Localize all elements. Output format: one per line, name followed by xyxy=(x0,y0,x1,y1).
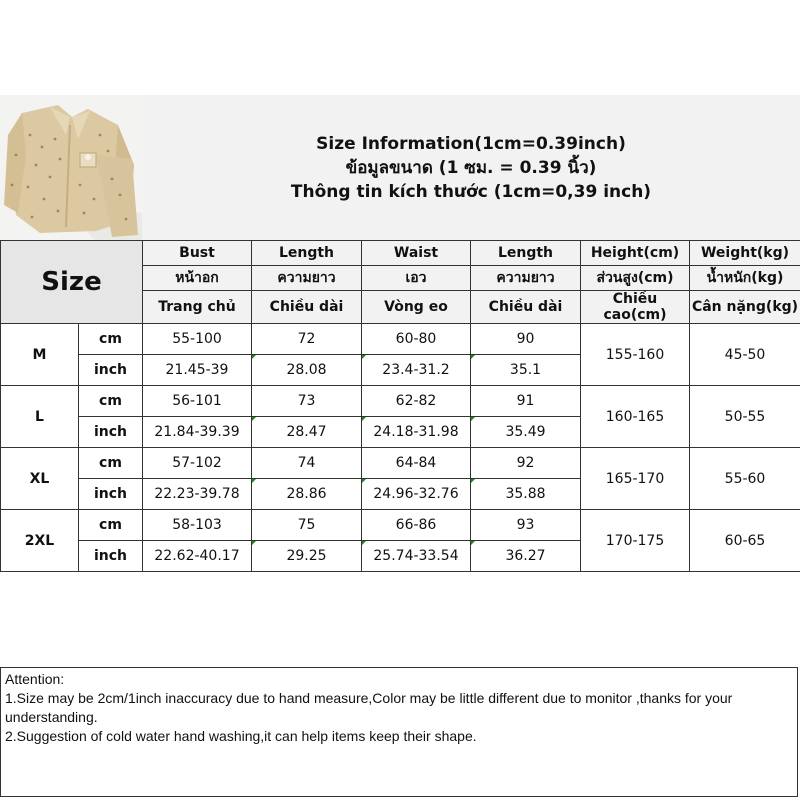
weight-range: 55-60 xyxy=(690,448,800,510)
header-height-thai: ส่วนสูง(cm) xyxy=(581,266,690,291)
header-length-2: Length xyxy=(471,241,581,266)
bust-cm: 57-102 xyxy=(143,448,252,479)
attention-note-1: 1.Size may be 2cm/1inch inaccuracy due to hand measure,Color may be little different due to monitor ,thanks for your understanding. xyxy=(5,690,733,725)
bust-inch: 22.23-39.78 xyxy=(143,479,252,510)
waist-cm: 60-80 xyxy=(362,324,471,355)
height-range: 155-160 xyxy=(581,324,690,386)
length-2-inch: 35.49 xyxy=(471,417,581,448)
header-waist-thai: เอว xyxy=(362,266,471,291)
length-cm: 74 xyxy=(252,448,362,479)
header-height-vi: Chiều cao(cm) xyxy=(581,291,690,324)
size-header: Size xyxy=(1,241,143,324)
length-2-cm: 91 xyxy=(471,386,581,417)
title-thai: ข้อมูลขนาด (1 ซม. = 0.39 นิ้ว) xyxy=(345,157,597,178)
header-height: Height(cm) xyxy=(581,241,690,266)
attention-notes xyxy=(0,667,798,797)
size-name: M xyxy=(1,324,79,386)
header-weight-vi: Cân nặng(kg) xyxy=(690,291,800,324)
header-bust-vi: Trang chủ xyxy=(143,291,252,324)
length-cm: 73 xyxy=(252,386,362,417)
header-bust-thai: หน้าอก xyxy=(143,266,252,291)
header-waist: Waist xyxy=(362,241,471,266)
header-waist-vi: Vòng eo xyxy=(362,291,471,324)
length-2-inch: 36.27 xyxy=(471,541,581,572)
header-weight: Weight(kg) xyxy=(690,241,800,266)
waist-inch: 24.18-31.98 xyxy=(362,417,471,448)
bust-cm: 55-100 xyxy=(143,324,252,355)
pajama-set-image xyxy=(0,95,142,240)
size-info-title xyxy=(142,95,800,241)
waist-cm: 62-82 xyxy=(362,386,471,417)
table-row xyxy=(1,510,800,541)
weight-range: 60-65 xyxy=(690,510,800,572)
size-table xyxy=(0,240,800,572)
weight-range: 50-55 xyxy=(690,386,800,448)
length-cm: 75 xyxy=(252,510,362,541)
length-inch: 28.08 xyxy=(252,355,362,386)
header-length-vi: Chiều dài xyxy=(252,291,362,324)
length-2-cm: 92 xyxy=(471,448,581,479)
unit-label-inch: inch xyxy=(79,417,143,448)
length-cm: 72 xyxy=(252,324,362,355)
table-row xyxy=(1,448,800,479)
waist-inch: 25.74-33.54 xyxy=(362,541,471,572)
header-length-2-thai: ความยาว xyxy=(471,266,581,291)
bust-inch: 21.84-39.39 xyxy=(143,417,252,448)
title-vietnamese: Thông tin kích thước (1cm=0,39 inch) xyxy=(290,181,652,202)
size-name: XL xyxy=(1,448,79,510)
header-length: Length xyxy=(252,241,362,266)
header-length-2-vi: Chiều dài xyxy=(471,291,581,324)
height-range: 165-170 xyxy=(581,448,690,510)
attention-note-2: 2.Suggestion of cold water hand washing,it can help items keep their shape. xyxy=(5,728,477,744)
length-2-cm: 93 xyxy=(471,510,581,541)
table-row xyxy=(1,386,800,417)
table-row xyxy=(1,324,800,355)
attention-heading: Attention: xyxy=(5,671,65,687)
unit-label-inch: inch xyxy=(79,355,143,386)
waist-inch: 24.96-32.76 xyxy=(362,479,471,510)
title-english: Size Information(1cm=0.39inch) xyxy=(316,133,626,154)
waist-cm: 64-84 xyxy=(362,448,471,479)
header-length-thai: ความยาว xyxy=(252,266,362,291)
unit-label-inch: inch xyxy=(79,479,143,510)
bust-inch: 22.62-40.17 xyxy=(143,541,252,572)
height-range: 170-175 xyxy=(581,510,690,572)
waist-cm: 66-86 xyxy=(362,510,471,541)
size-name: 2XL xyxy=(1,510,79,572)
header-bust: Bust xyxy=(143,241,252,266)
length-inch: 28.47 xyxy=(252,417,362,448)
weight-range: 45-50 xyxy=(690,324,800,386)
waist-inch: 23.4-31.2 xyxy=(362,355,471,386)
length-2-cm: 90 xyxy=(471,324,581,355)
length-inch: 28.86 xyxy=(252,479,362,510)
length-2-inch: 35.88 xyxy=(471,479,581,510)
size-name: L xyxy=(1,386,79,448)
bust-cm: 56-101 xyxy=(143,386,252,417)
size-chart-sheet xyxy=(0,95,800,744)
unit-label-cm: cm xyxy=(79,510,143,541)
header-row-english xyxy=(1,241,800,266)
unit-label-cm: cm xyxy=(79,324,143,355)
unit-label-inch: inch xyxy=(79,541,143,572)
unit-label-cm: cm xyxy=(79,386,143,417)
length-2-inch: 35.1 xyxy=(471,355,581,386)
height-range: 160-165 xyxy=(581,386,690,448)
bust-inch: 21.45-39 xyxy=(143,355,252,386)
unit-label-cm: cm xyxy=(79,448,143,479)
product-photo xyxy=(0,95,143,240)
bust-cm: 58-103 xyxy=(143,510,252,541)
length-inch: 29.25 xyxy=(252,541,362,572)
header-weight-thai: น้ำหนัก(kg) xyxy=(690,266,800,291)
